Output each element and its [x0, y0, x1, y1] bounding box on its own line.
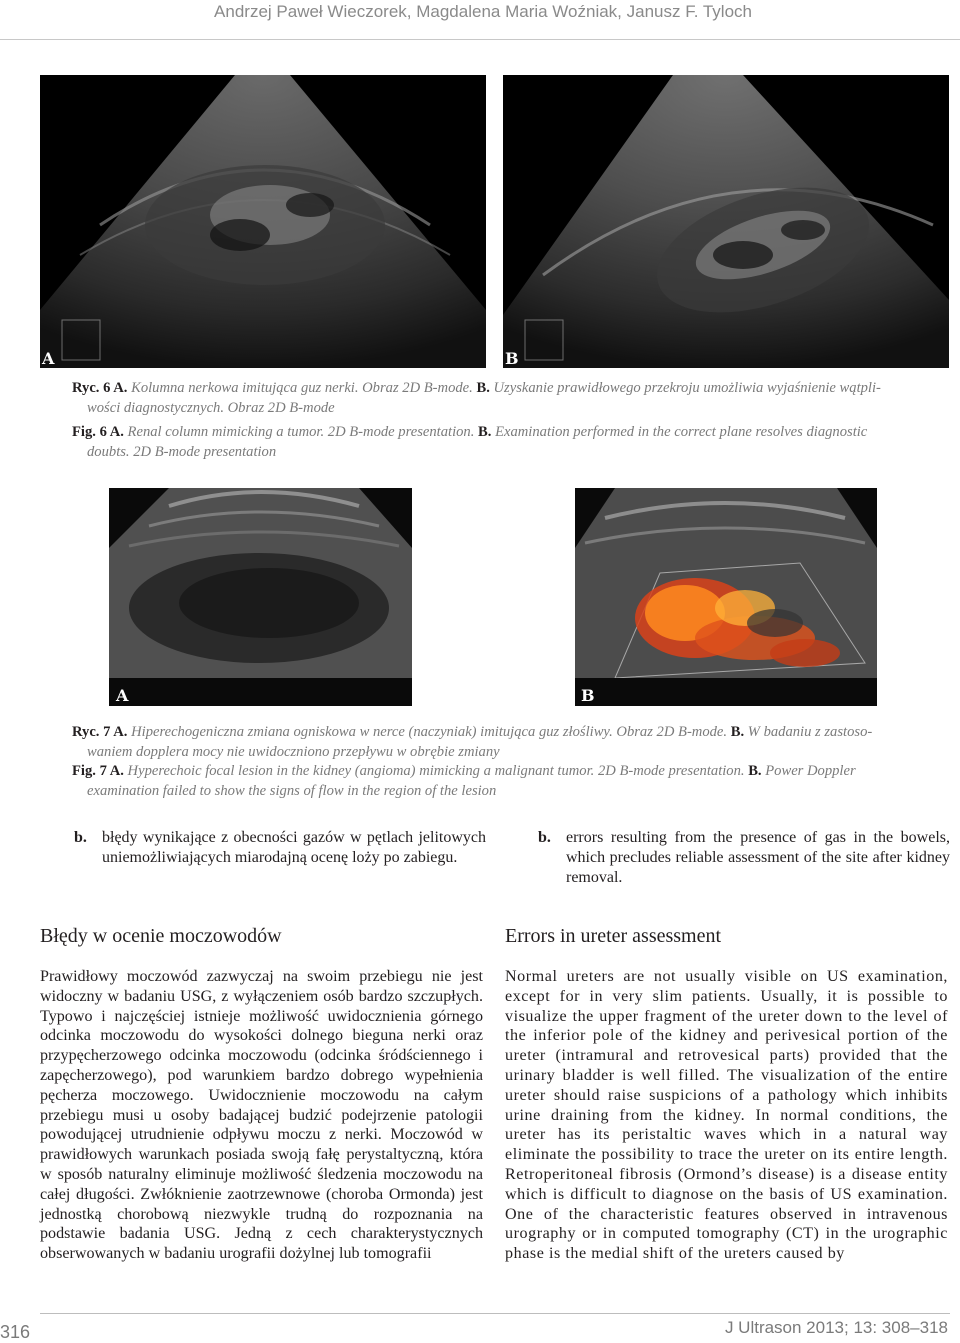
caption-label: Ryc. 6 A.: [72, 380, 128, 396]
caption-text-a: Hyperechoic focal lesion in the kidney (angioma) mimicking a malignant tumor. 2D B-mode presentation.: [127, 763, 745, 779]
caption-text-a: Hiperechogeniczna zmiana ogniskowa w nerce (naczyniak) imitująca guz złośliwy. Obraz 2D B-mode.: [131, 724, 728, 740]
ultrasound-image-6a: [40, 75, 486, 368]
caption-label-b: B.: [730, 724, 745, 740]
figure6-panel-b: [503, 75, 949, 368]
caption-text-b-line2: wości diagnostycznych. Obraz 2D B-mode: [87, 399, 335, 416]
caption-text-b-line1: Uzyskanie prawidłowego przekroju umożliwia wyjaśnienie wątpli-: [493, 380, 881, 396]
figure6-caption-pl: [72, 379, 952, 418]
header-rule: [0, 39, 960, 40]
caption-text-b-line2: waniem dopplera mocy nie uwidoczniono przepływu w obrębie zmiany: [87, 743, 500, 760]
caption-text-b-line2: examination failed to show the signs of flow in the region of the lesion: [87, 782, 497, 799]
section-title-pl: Błędy w ocenie moczowodów: [40, 925, 282, 947]
caption-label: Ryc. 7 A.: [72, 724, 128, 740]
figure6-panel-a: [40, 75, 486, 368]
figure7-panel-a: [109, 488, 412, 706]
ultrasound-image-6b: [503, 75, 949, 368]
figure7-caption-en: [72, 762, 952, 801]
section-body-en: Normal ureters are not usually visible on US examination, except for in very slim patients. Usually, it is possible to visualize the upper fragment of the ureter down to the level of the inferior pole of the kidney and perivesical portion of the ureter (intramural and retrovesical parts) provided that the urinary bladder is well filled. The visualization of the entire ureter should raise suspicions of a pathology which inhibits urine draining from the kidney. In normal conditions, the ureter has its peristaltic waves which in a natural way eliminate the possibility to trace the ureter on its entire length. Retroperitoneal fibrosis (Ormond’s disease) is a disease entity which is difficult to diagnose on the basis of US examination. One of the characteristic features observed in intravenous urography or in computed tomography (CT) in the urographic phase is the medial shift of the ureters caused by: [505, 968, 948, 1263]
caption-label-b: B.: [476, 380, 490, 396]
panel-letter-b: B: [581, 686, 595, 705]
panel-letter-a: A: [116, 686, 129, 705]
caption-label: Fig. 6 A.: [72, 424, 124, 440]
caption-text-a: Kolumna nerkowa imitująca guz nerki. Obraz 2D B-mode.: [131, 380, 473, 396]
caption-text-a: Renal column mimicking a tumor. 2D B-mode presentation.: [127, 424, 475, 440]
caption-label: Fig. 7 A.: [72, 763, 124, 779]
power-doppler-image-7b: [575, 488, 877, 706]
caption-text-b-line2: doubts. 2D B-mode presentation: [87, 443, 277, 460]
section-body-pl: Prawidłowy moczowód zazwyczaj na swoim przebiegu nie jest widoczny w badaniu USG, z wyłączeniem osób bardzo szczupłych. Typowo i najczęściej istnieje możliwość uwidocznienia górnego odcinka moczowodu do wysokości dolnego bieguna nerki oraz przypęcherzowego odcinka moczowodu (odcinka śródściennego i zapęcherzowego), pod warunkiem bardzo dobrego wypełnienia pęcherza moczowego. Uwidocznienie moczowodu na całym przebiegu musi u osoby badającej budzić podejrzenie patologii powodującej utrudnienie odpływu moczu z nerki. Moczowód w prawidłowych warunkach posiada swoją fałę perystaltyczną, która w sposób naturalny eliminuje możliwość śledzenia moczowodu na całej długości. Zwłóknienie zaotrzewnowe (choroba Ormonda) jest jednostką chorobową niezwykle trudną do rozpoznania na podstawie badania USG. Jedną z cech charakterystycznych obserwowanych w badaniu urografii dożylnej lub tomografii: [40, 968, 483, 1263]
journal-citation: J Ultrason 2013; 13: 308–318: [724, 1318, 948, 1337]
caption-text-b-line1: Power Doppler: [765, 763, 856, 779]
ultrasound-image-7a: [109, 488, 412, 706]
list-marker: b.: [74, 829, 87, 846]
panel-letter-b: B: [505, 349, 519, 368]
footer-rule: [40, 1313, 950, 1314]
figure6-caption-en: [72, 423, 952, 462]
caption-label-b: B.: [748, 763, 762, 779]
caption-label-b: B.: [478, 424, 492, 440]
figure7-caption-pl: [72, 723, 952, 762]
list-marker: b.: [538, 829, 551, 846]
list-item-b-en: [538, 828, 950, 890]
list-text: errors resulting from the presence of gas in the bowels, which precludes reliable assessment of the site after kidney removal.: [566, 829, 950, 886]
list-text: błędy wynikające z obecności gazów w pętlach jelitowych uniemożliwiających miarodajną ocenę loży po zabiegu.: [102, 829, 486, 866]
page-number: 316: [0, 1322, 31, 1342]
list-item-b-pl: [74, 828, 486, 890]
panel-letter-a: A: [42, 349, 55, 368]
caption-text-b-line1: W badaniu z zastoso-: [747, 724, 873, 740]
figure7-panel-b: [575, 488, 877, 706]
caption-text-b-line1: Examination performed in the correct plane resolves diagnostic: [495, 424, 868, 440]
running-head-authors: Andrzej Paweł Wieczorek, Magdalena Maria Woźniak, Janusz F. Tyloch: [214, 2, 752, 21]
section-title-en: Errors in ureter assessment: [505, 925, 722, 947]
